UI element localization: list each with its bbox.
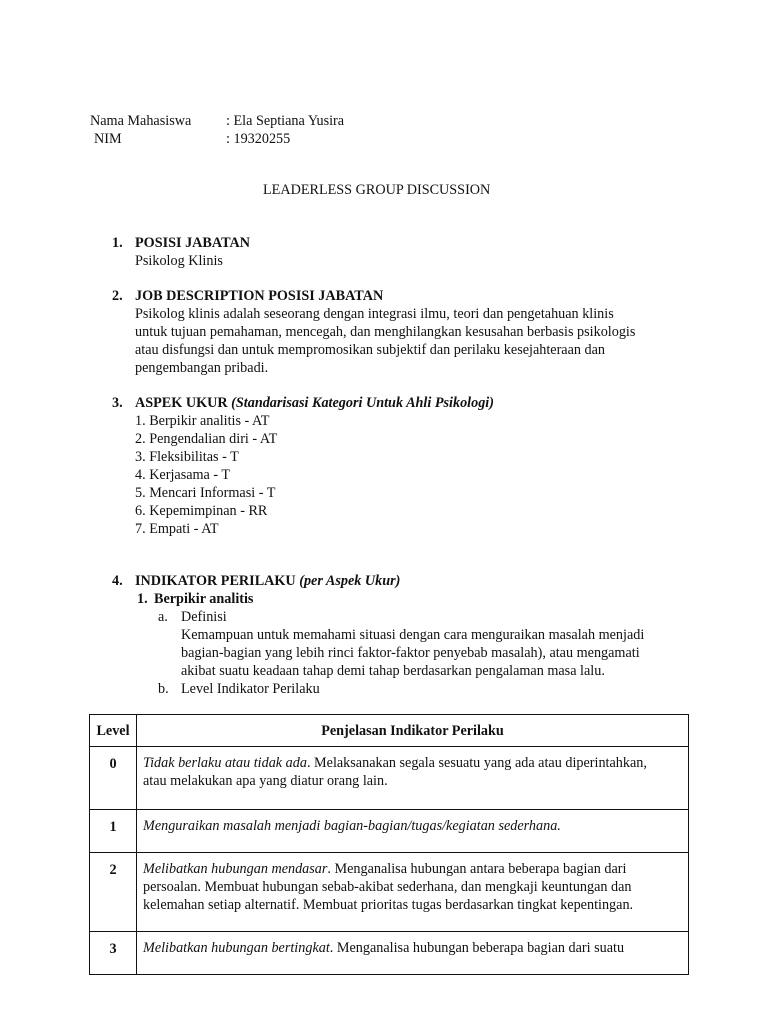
table-row bbox=[90, 853, 689, 932]
level-cell: 3 bbox=[90, 932, 137, 975]
level-cell: 1 bbox=[90, 810, 137, 853]
paragraph-line: Kemampuan untuk memahami situasi dengan cara menguraikan masalah menjadi bbox=[181, 627, 645, 643]
italic-phrase: Melibatkan hubungan mendasar bbox=[143, 861, 328, 877]
description-cell bbox=[137, 810, 689, 853]
list-item: 7. Empati - AT bbox=[135, 521, 219, 537]
paragraph-line: akibat suatu keadaan tahap demi tahap berdasarkan pengalaman masa lalu. bbox=[181, 663, 605, 679]
description-text: . Menganalisa hubungan antara beberapa bagian dari bbox=[327, 861, 627, 877]
level-cell: 2 bbox=[90, 853, 137, 932]
paragraph-line: untuk tujuan pemahaman, mencegah, dan menghilangkan kesusahan berbasis psikologis bbox=[135, 324, 636, 340]
item-b-label: Level Indikator Perilaku bbox=[181, 681, 320, 697]
paragraph-line: Psikolog klinis adalah seseorang dengan integrasi ilmu, teori dan pengetahuan klinis bbox=[135, 306, 614, 322]
nim-label: NIM bbox=[94, 131, 122, 147]
table-row bbox=[90, 747, 689, 810]
document-title: LEADERLESS GROUP DISCUSSION bbox=[263, 182, 491, 198]
section-3-heading bbox=[135, 394, 494, 412]
section-2-title: JOB DESCRIPTION POSISI JABATAN bbox=[135, 288, 384, 304]
italic-phrase: Menguraikan masalah menjadi bagian-bagian/tugas/kegiatan sederhana. bbox=[143, 818, 561, 834]
description-text: atau melakukan apa yang diatur orang lain. bbox=[143, 773, 388, 789]
level-cell: 0 bbox=[90, 747, 137, 810]
section-4-title: INDIKATOR PERILAKU bbox=[135, 573, 296, 589]
paragraph-line: pengembangan pribadi. bbox=[135, 360, 269, 376]
table-row bbox=[90, 810, 689, 853]
name-value: : Ela Septiana Yusira bbox=[226, 113, 345, 129]
item-a-marker: a. bbox=[158, 609, 168, 625]
section-4-number: 4. bbox=[112, 573, 123, 589]
section-3-title: ASPEK UKUR bbox=[135, 395, 228, 411]
header-description: Penjelasan Indikator Perilaku bbox=[137, 715, 689, 747]
list-item: 5. Mencari Informasi - T bbox=[135, 485, 276, 501]
nim-value: : 19320255 bbox=[226, 131, 291, 147]
section-3-number: 3. bbox=[112, 395, 123, 411]
italic-phrase: Tidak berlaku atau tidak ada bbox=[143, 755, 307, 771]
item-b-marker: b. bbox=[158, 681, 169, 697]
description-text: kelemahan setiap alternatif. Membuat prioritas tugas berdasarkan tingkat kepentingan. bbox=[143, 897, 634, 913]
list-item: 1. Berpikir analitis - AT bbox=[135, 413, 270, 429]
section-1-number: 1. bbox=[112, 235, 123, 251]
name-label: Nama Mahasiswa bbox=[90, 113, 192, 129]
description-cell bbox=[137, 853, 689, 932]
section-2-paragraph bbox=[135, 305, 675, 377]
section-1-body: Psikolog Klinis bbox=[135, 253, 223, 269]
section-1-title: POSISI JABATAN bbox=[135, 235, 250, 251]
subsection-1-title: Berpikir analitis bbox=[154, 591, 254, 607]
list-item: 3. Fleksibilitas - T bbox=[135, 449, 239, 465]
description-text: persoalan. Membuat hubungan sebab-akibat sederhana, dan mengkaji keuntungan dan bbox=[143, 879, 632, 895]
level-indicator-table bbox=[89, 714, 689, 975]
section-4-heading bbox=[135, 572, 400, 590]
description-text: . Menganalisa hubungan beberapa bagian dari suatu bbox=[329, 940, 625, 956]
list-item: 6. Kepemimpinan - RR bbox=[135, 503, 268, 519]
section-2-number: 2. bbox=[112, 288, 123, 304]
list-item: 4. Kerjasama - T bbox=[135, 467, 231, 483]
header-level: Level bbox=[90, 715, 137, 747]
item-a-label: Definisi bbox=[181, 609, 227, 625]
list-item: 2. Pengendalian diri - AT bbox=[135, 431, 278, 447]
description-text: . Melaksanakan segala sesuatu yang ada atau diperintahkan, bbox=[306, 755, 647, 771]
subsection-1-number: 1. bbox=[137, 591, 148, 607]
description-cell bbox=[137, 747, 689, 810]
paragraph-line: atau disfungsi dan untuk mempromosikan subjektif dan perilaku kesejahteraan dan bbox=[135, 342, 606, 358]
table-row bbox=[90, 932, 689, 975]
section-4-subtitle: (per Aspek Ukur) bbox=[299, 573, 401, 589]
table-header-row bbox=[90, 715, 689, 747]
aspek-list bbox=[135, 412, 675, 538]
description-cell bbox=[137, 932, 689, 975]
italic-phrase: Melibatkan hubungan bertingkat bbox=[143, 940, 330, 956]
section-3-subtitle: (Standarisasi Kategori Untuk Ahli Psikologi) bbox=[231, 395, 494, 411]
definition-paragraph bbox=[181, 626, 721, 680]
paragraph-line: bagian-bagian yang lebih rinci faktor-faktor penyebab masalah), atau mengamati bbox=[181, 645, 640, 661]
